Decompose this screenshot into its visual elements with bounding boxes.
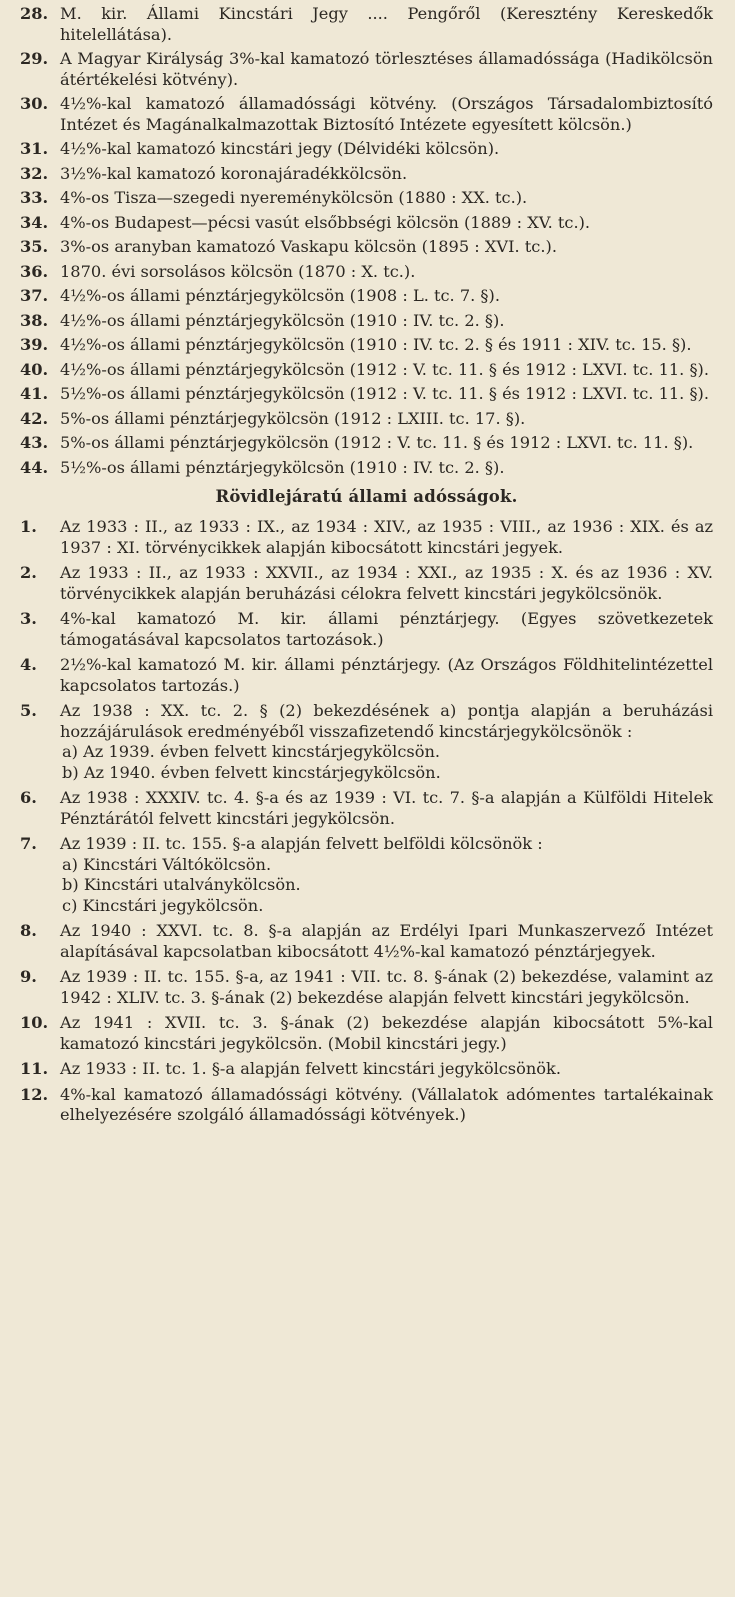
- list-item: [20, 360, 713, 381]
- list-item: [20, 655, 713, 696]
- item-text: 4½%-os állami pénztárjegykölcsön (1908 : L. tc. 7. §).: [60, 286, 500, 305]
- item-number: 40.: [20, 359, 49, 379]
- list-item: [20, 311, 713, 332]
- item-text: 4½%-os állami pénztárjegykölcsön (1910 : IV. tc. 2. §).: [60, 310, 505, 330]
- list-item: [20, 335, 713, 356]
- item-number: 34.: [20, 212, 49, 232]
- list-item: [20, 1059, 713, 1080]
- item-number: 31.: [20, 139, 49, 158]
- item-number: 7.: [20, 834, 37, 853]
- item-number: 42.: [20, 408, 49, 428]
- item-text: 2½%-kal kamatozó M. kir. állami pénztárjegy. (Az Országos Földhitelintézettel kapcsolatos tartozás.): [60, 655, 713, 695]
- item-number: 3.: [20, 609, 37, 628]
- list-item: [20, 188, 713, 209]
- item-number: 38.: [20, 310, 49, 330]
- item-number: 10.: [20, 1013, 49, 1032]
- sub-item: a) Az 1939. évben felvett kincstárjegykölcsön.: [62, 742, 441, 761]
- item-number: 11.: [20, 1059, 49, 1078]
- item-number: 43.: [20, 433, 49, 452]
- item-number: 29.: [20, 49, 49, 68]
- item-text: Az 1933 : II., az 1933 : XXVII., az 1934 : XXI., az 1935 : X. és az 1936 : XV. törvénycikkek alapján beruházási célokra felvett kincstári jegykölcsönök.: [60, 563, 713, 603]
- item-text: Az 1939 : II. tc. 155. §-a, az 1941 : VII. tc. 8. §-ának (2) bekezdése, valamint az 1942 : XLIV. tc. 3. §-ának (2) bekezdése alapján felvett kincstári jegykölcsön.: [60, 967, 713, 1007]
- item-number: 37.: [20, 286, 49, 305]
- item-number: 4.: [20, 655, 37, 674]
- item-number: 33.: [20, 188, 49, 207]
- list-item: [20, 409, 713, 430]
- item-number: 8.: [20, 921, 37, 940]
- item-text: 5½%-os állami pénztárjegykölcsön (1912 : V. tc. 11. § és 1912 : LXVI. tc. 11. §).: [60, 384, 710, 403]
- item-number: 41.: [20, 384, 49, 403]
- item-text: 3½%-kal kamatozó koronajáradékkölcsön.: [60, 163, 408, 183]
- list-item: [20, 517, 713, 558]
- item-text: 4½%-os állami pénztárjegykölcsön (1912 : V. tc. 11. § és 1912 : LXVI. tc. 11. §).: [60, 359, 710, 379]
- item-number: 6.: [20, 788, 37, 807]
- item-text: M. kir. Állami Kincstári Jegy .... Pengőről (Keresztény Kereskedők hitelellátása).: [60, 4, 713, 44]
- item-number: 39.: [20, 335, 49, 354]
- item-text: 5%-os állami pénztárjegykölcsön (1912 : LXIII. tc. 17. §).: [60, 408, 526, 428]
- sub-item: b) Kincstári utalványkölcsön.: [62, 875, 301, 894]
- list-item: [20, 921, 713, 962]
- item-text: A Magyar Királyság 3%-kal kamatozó törlesztéses államadóssága (Hadikölcsön átértékelési kötvény).: [60, 49, 713, 89]
- item-text: Az 1938 : XXXIV. tc. 4. §-a és az 1939 : VI. tc. 7. §-a alapján a Külföldi Hitelek Pénztárától felvett kincstári jegykölcsön.: [60, 788, 713, 828]
- item-text: 4%-kal kamatozó államadóssági kötvény. (Vállalatok adómentes tartalékainak elhelyezésére szolgáló államadóssági kötvények.): [60, 1084, 713, 1124]
- sub-item: a) Kincstári Váltókölcsön.: [62, 854, 272, 874]
- sub-item: c) Kincstári jegykölcsön.: [62, 895, 264, 915]
- list-item: [20, 164, 713, 185]
- list-item: [20, 1085, 713, 1126]
- debt-list-short-term: [20, 517, 713, 1126]
- item-number: 5.: [20, 701, 37, 720]
- list-item: [20, 4, 713, 45]
- item-text: Az 1933 : II., az 1933 : IX., az 1934 : XIV., az 1935 : VIII., az 1936 : XIX. és az 1937 : XI. törvénycikkek alapján kibocsátott kincstári jegyek.: [60, 517, 713, 557]
- item-text: Az 1941 : XVII. tc. 3. §-ának (2) bekezdése alapján kibocsátott 5%-kal kamatozó kincstári jegykölcsön. (Mobil kincstári jegy.): [60, 1013, 713, 1053]
- item-text: 5%-os állami pénztárjegykölcsön (1912 : V. tc. 11. § és 1912 : LXVI. tc. 11. §).: [60, 433, 694, 452]
- item-text: 5½%-os állami pénztárjegykölcsön (1910 : IV. tc. 2. §).: [60, 457, 505, 477]
- item-text: 3%-os aranyban kamatozó Vaskapu kölcsön (1895 : XVI. tc.).: [60, 237, 557, 256]
- list-item: [20, 213, 713, 234]
- list-item: [20, 834, 713, 916]
- list-item: [20, 49, 713, 90]
- list-item: [20, 384, 713, 405]
- item-text: 4½%-kal kamatozó kincstári jegy (Délvidéki kölcsön).: [60, 139, 500, 158]
- list-item: [20, 458, 713, 479]
- item-number: 28.: [20, 4, 49, 23]
- item-text: Az 1938 : XX. tc. 2. § (2) bekezdésének a) pontja alapján a beruházási hozzájárulások eredményéből visszafizetendő kincstárjegykölcsönök :: [60, 701, 713, 741]
- list-item: [20, 563, 713, 604]
- item-text: 4%-os Budapest—pécsi vasút elsőbbségi kölcsön (1889 : XV. tc.).: [60, 212, 591, 232]
- list-item: [20, 237, 713, 258]
- debt-list-long-term: [20, 4, 713, 478]
- item-number: 44.: [20, 457, 49, 477]
- item-text: 1870. évi sorsolásos kölcsön (1870 : X. tc.).: [60, 261, 416, 281]
- item-number: 2.: [20, 563, 37, 582]
- item-text: Az 1940 : XXVI. tc. 8. §-a alapján az Erdélyi Ipari Munkaszervező Intézet alapításával kapcsolatban kibocsátott 4½%-kal kamatozó pénztárjegyek.: [60, 921, 713, 961]
- item-number: 9.: [20, 967, 37, 986]
- list-item: [20, 609, 713, 650]
- item-text: 4½%-kal kamatozó államadóssági kötvény. (Országos Társadalombiztosító Intézet és Magánalkalmazottak Biztosító Intézete egyesített kölcsön.): [60, 94, 713, 134]
- item-number: 12.: [20, 1084, 49, 1104]
- item-text: Az 1939 : II. tc. 155. §-a alapján felvett belföldi kölcsönök :: [60, 834, 543, 853]
- list-item: [20, 701, 713, 783]
- item-text: 4%-kal kamatozó M. kir. állami pénztárjegy. (Egyes szövetkezetek támogatásával kapcsolatos tartozások.): [60, 609, 713, 649]
- item-number: 35.: [20, 237, 49, 256]
- list-item: [20, 139, 713, 160]
- item-text: 4%-os Tisza—szegedi nyereménykölcsön (1880 : XX. tc.).: [60, 188, 528, 207]
- item-text: Az 1933 : II. tc. 1. §-a alapján felvett kincstári jegykölcsönök.: [60, 1059, 561, 1078]
- item-number: 32.: [20, 163, 49, 183]
- list-item: [20, 286, 713, 307]
- item-number: 1.: [20, 517, 37, 536]
- list-item: [20, 262, 713, 283]
- list-item: [20, 788, 713, 829]
- list-item: [20, 433, 713, 454]
- list-item: [20, 1013, 713, 1054]
- item-text: 4½%-os állami pénztárjegykölcsön (1910 : IV. tc. 2. § és 1911 : XIV. tc. 15. §).: [60, 335, 692, 354]
- sub-item: b) Az 1940. évben felvett kincstárjegykölcsön.: [62, 762, 441, 782]
- section-title: Rövidlejáratú állami adósságok.: [215, 487, 518, 506]
- list-item: [20, 967, 713, 1008]
- list-item: [20, 94, 713, 135]
- item-number: 36.: [20, 261, 49, 281]
- item-number: 30.: [20, 94, 49, 113]
